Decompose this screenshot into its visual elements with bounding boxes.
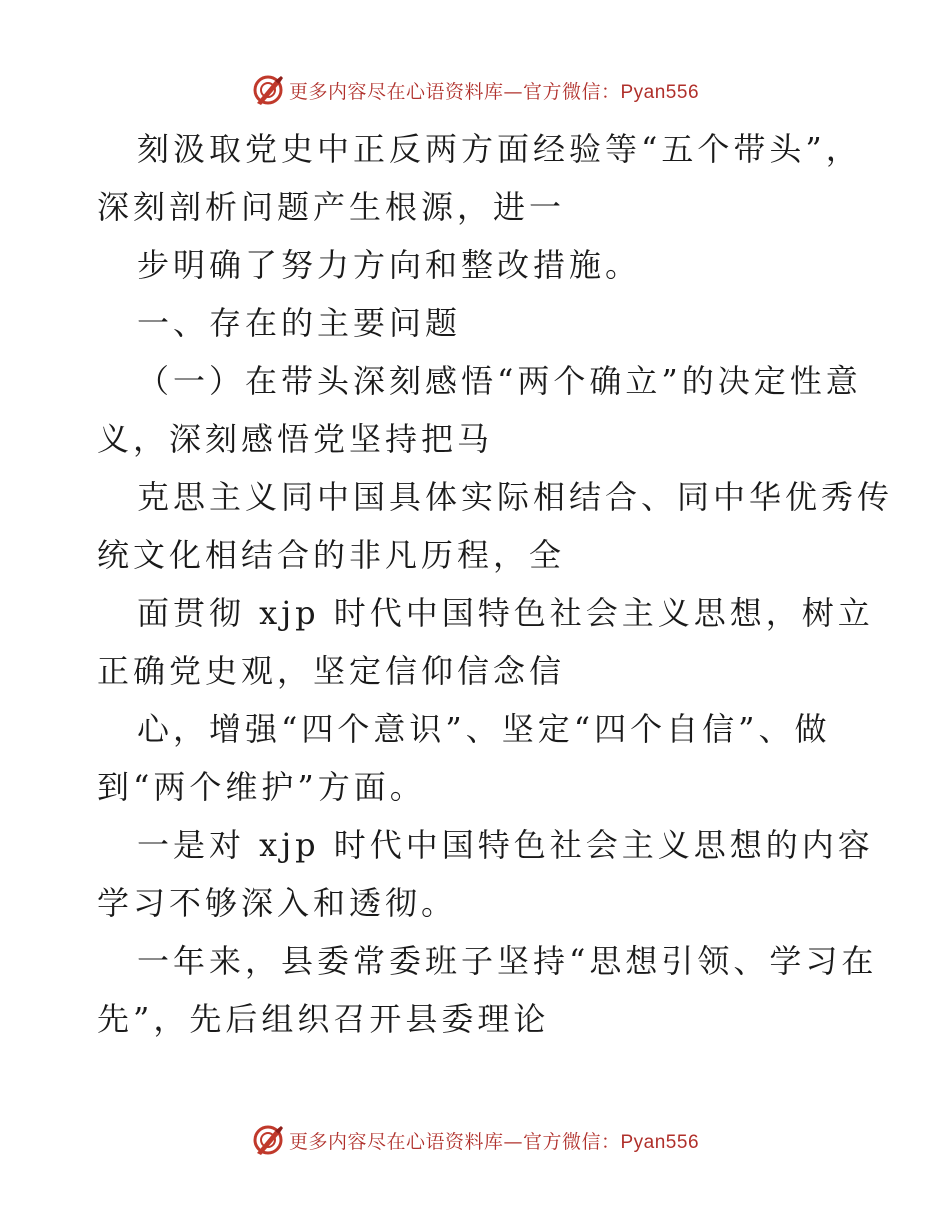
paragraph-line: 义，深刻感悟党坚持把马 (97, 420, 494, 458)
paragraph-line: 正确党史观，坚定信仰信念信 (97, 652, 566, 690)
paragraph-line: 一、存在的主要问题 (137, 304, 462, 342)
watermark-label: 更多内容尽在心语资料库—官方微信： (288, 1130, 621, 1153)
paragraph-line: 刻汲取党史中正反两方面经验等“五个带头”， (137, 130, 862, 168)
paragraph-line: （一）在带头深刻感悟“两个确立”的决定性意 (137, 362, 862, 400)
paragraph-line: 统文化相结合的非凡历程，全 (97, 536, 566, 574)
watermark-header (0, 70, 950, 110)
pen-logo-icon (251, 73, 285, 107)
watermark-footer (0, 1120, 950, 1160)
document-body (97, 120, 894, 1048)
watermark-text (289, 1127, 699, 1154)
paragraph-line: 步明确了努力方向和整改措施。 (137, 246, 642, 284)
paragraph-line: 学习不够深入和透彻。 (97, 884, 458, 922)
paragraph-line: 面贯彻 xjp 时代中国特色社会主义思想，树立 (137, 594, 874, 632)
pen-logo-icon (251, 1123, 285, 1157)
paragraph-line: 克思主义同中国具体实际相结合、同中华优秀传 (137, 478, 894, 516)
paragraph-line: 心，增强“四个意识”、坚定“四个自信”、做 (137, 710, 831, 748)
paragraph-line: 到“两个维护”方面。 (97, 768, 426, 806)
paragraph-line: 一是对 xjp 时代中国特色社会主义思想的内容 (137, 826, 874, 864)
paragraph-line: 先”，先后组织召开县委理论 (97, 1000, 550, 1038)
paragraph-line: 深刻剖析问题产生根源，进一 (97, 188, 566, 226)
paragraph-line: 一年来，县委常委班子坚持“思想引领、学习在 (137, 942, 878, 980)
watermark-account: Pyan556 (620, 81, 700, 103)
watermark-label: 更多内容尽在心语资料库—官方微信： (288, 80, 621, 103)
watermark-text (289, 77, 699, 104)
watermark-account: Pyan556 (620, 1131, 700, 1153)
